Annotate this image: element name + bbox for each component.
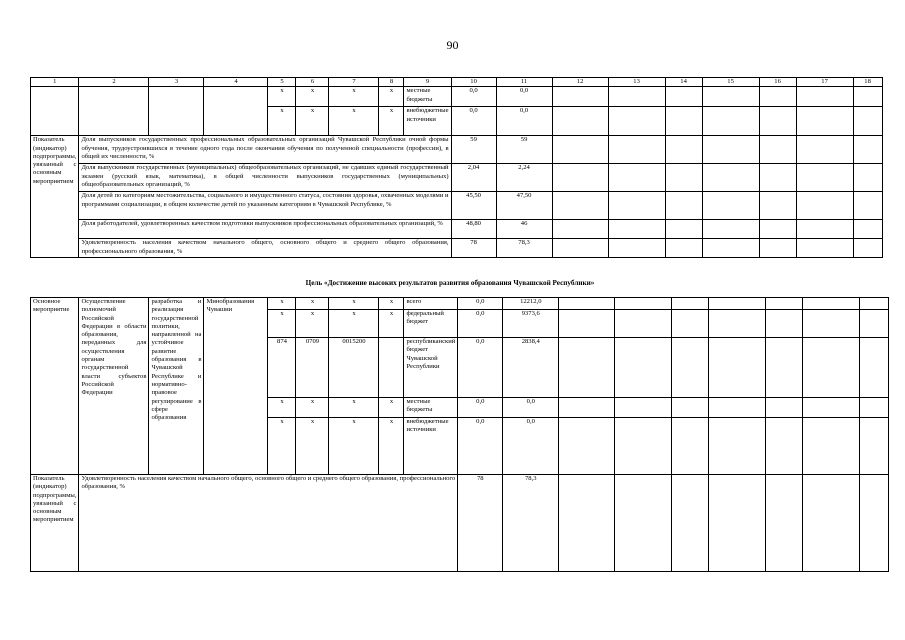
table-cell: x — [329, 418, 379, 475]
column-number: 7 — [329, 78, 379, 87]
funding-source: федеральный бюджет — [404, 310, 458, 338]
column-number: 6 — [296, 78, 329, 87]
table-cell: 0,0 — [451, 107, 496, 136]
column-number: 10 — [451, 78, 496, 87]
table-cell: 0,0 — [496, 87, 552, 107]
budget-table-goal — [30, 297, 889, 572]
table-cell: 78 — [451, 239, 496, 258]
column-number: 1 — [31, 78, 79, 87]
table-cell: 0709 — [296, 338, 329, 398]
indicator-text: Доля выпускников государственных (муниципальных) общеобразовательных организаций, не сдавших единый государственный экзамен (русский язык, математика), в общей численности выпускников государственных (муниципальных) общеобразовательных организаций, % — [79, 164, 451, 192]
table-cell: x — [329, 310, 379, 338]
table-row — [31, 298, 889, 310]
table-cell: 59 — [496, 136, 552, 164]
table-cell: 78,3 — [496, 239, 552, 258]
table-cell: x — [329, 398, 379, 418]
event-type: Основное мероприятие — [31, 298, 79, 475]
table-cell — [379, 338, 404, 398]
table-cell: x — [296, 298, 329, 310]
table-cell: 874 — [268, 338, 296, 398]
funding-source: внебюджетные источники — [404, 418, 458, 475]
table-cell: x — [268, 398, 296, 418]
column-number: 16 — [759, 78, 796, 87]
table-cell: x — [379, 418, 404, 475]
event-name: Осуществление полномочий Российской Федерации в области образования, переданных для осуществления органам государственной власти субъектов Российской Федерации — [79, 298, 149, 475]
table-cell: x — [296, 87, 329, 107]
indicator-row — [31, 475, 889, 572]
indicator-text: Доля детей по категориям местожительства, социального и имущественного статуса, состояния здоровья, охваченных моделями и программами социализации, в общем количестве детей по указанным категориям в Чувашской Республике, % — [79, 192, 451, 220]
table-cell: 59 — [451, 136, 496, 164]
table-cell: 9373,6 — [503, 310, 559, 338]
table-cell: x — [296, 107, 329, 136]
column-number-row — [31, 78, 883, 87]
indicator-row — [31, 164, 883, 192]
table-cell: x — [296, 398, 329, 418]
table-cell: x — [268, 107, 296, 136]
table-cell: 47,50 — [496, 192, 552, 220]
indicator-text: Доля работодателей, удовлетворенных качеством подготовки выпускников профессиональных образовательных организаций, % — [79, 220, 451, 239]
table-cell: x — [379, 310, 404, 338]
table-cell: 0,0 — [458, 418, 503, 475]
table-cell: x — [329, 87, 379, 107]
table-cell: 0015200 — [329, 338, 379, 398]
table-cell: 78 — [458, 475, 503, 572]
event-goal: разработка и реализация государственной политики, направленной на устойчивое развитие образования в Чувашской Республике и нормативно-правовое регулирование в сфере образования — [149, 298, 204, 475]
indicator-label: Показатель (индикатор) подпрограммы, увязанный с основным мероприятием — [31, 136, 79, 258]
table-cell: 12212,0 — [503, 298, 559, 310]
column-number: 18 — [853, 78, 882, 87]
table-cell: 0,0 — [451, 87, 496, 107]
table-cell: 0,0 — [458, 298, 503, 310]
indicator-row — [31, 239, 883, 258]
table-cell: 46 — [496, 220, 552, 239]
page-number: 90 — [446, 38, 459, 52]
column-number: 13 — [608, 78, 665, 87]
table-cell: x — [268, 418, 296, 475]
table-cell: 48,80 — [451, 220, 496, 239]
indicator-row — [31, 220, 883, 239]
table-cell: 0,0 — [496, 107, 552, 136]
column-number: 12 — [552, 78, 608, 87]
column-number: 9 — [404, 78, 451, 87]
table-cell: x — [379, 107, 404, 136]
table-cell: 0,0 — [458, 310, 503, 338]
funding-source: всего — [404, 298, 458, 310]
table-cell: x — [379, 87, 404, 107]
table-cell: 2838,4 — [503, 338, 559, 398]
table-cell: x — [296, 310, 329, 338]
budget-table-continued — [30, 77, 883, 258]
table-cell: 45,50 — [451, 192, 496, 220]
indicator-text: Удовлетворенность населения качеством начального общего, основного общего и среднего общего образования, профессионального образования, % — [79, 239, 451, 258]
table-cell: x — [268, 87, 296, 107]
table-cell: x — [329, 298, 379, 310]
table-cell: x — [268, 310, 296, 338]
column-number: 2 — [79, 78, 149, 87]
funding-source: местные бюджеты — [404, 87, 451, 107]
column-number: 14 — [665, 78, 702, 87]
column-number: 4 — [204, 78, 268, 87]
funding-source: республиканский бюджет Чувашской Республики — [404, 338, 458, 398]
column-number: 11 — [496, 78, 552, 87]
column-number: 15 — [702, 78, 759, 87]
table-cell: 0,0 — [458, 398, 503, 418]
indicator-row — [31, 136, 883, 164]
table-cell: 2,04 — [451, 164, 496, 192]
table-cell: 0,0 — [503, 398, 559, 418]
table-cell: x — [379, 398, 404, 418]
funding-source: местные бюджеты — [404, 398, 458, 418]
table-cell: x — [296, 418, 329, 475]
table-cell: 0,0 — [458, 338, 503, 398]
table-cell: 78,3 — [503, 475, 559, 572]
table-cell: 0,0 — [503, 418, 559, 475]
responsible-executor: Минобразования Чувашии — [204, 298, 268, 475]
column-number: 5 — [268, 78, 296, 87]
table-cell: x — [268, 298, 296, 310]
table-row — [31, 87, 883, 107]
funding-source: внебюджетные источники — [404, 107, 451, 136]
indicator-text: Удовлетворенность населения качеством начального общего, основного общего и среднего общего образования, профессионального образования, % — [79, 475, 458, 572]
indicator-text: Доля выпускников государственных профессиональных образовательных организаций Чувашской Республики очной формы обучения, трудоустроившихся в течение одного года после окончания обучения по полученной специальности (профессии), в общей их численности, % — [79, 136, 451, 164]
column-number: 8 — [379, 78, 404, 87]
table-cell: x — [329, 107, 379, 136]
table-cell: x — [379, 298, 404, 310]
column-number: 17 — [796, 78, 853, 87]
table-cell: 2,24 — [496, 164, 552, 192]
goal-title: Цель «Достижение высоких результатов развития образования Чувашской Республики» — [305, 279, 595, 287]
indicator-row — [31, 192, 883, 220]
indicator-label: Показатель (индикатор) подпрограммы, увязанный с основным мероприятием — [31, 475, 79, 572]
column-number: 3 — [149, 78, 204, 87]
